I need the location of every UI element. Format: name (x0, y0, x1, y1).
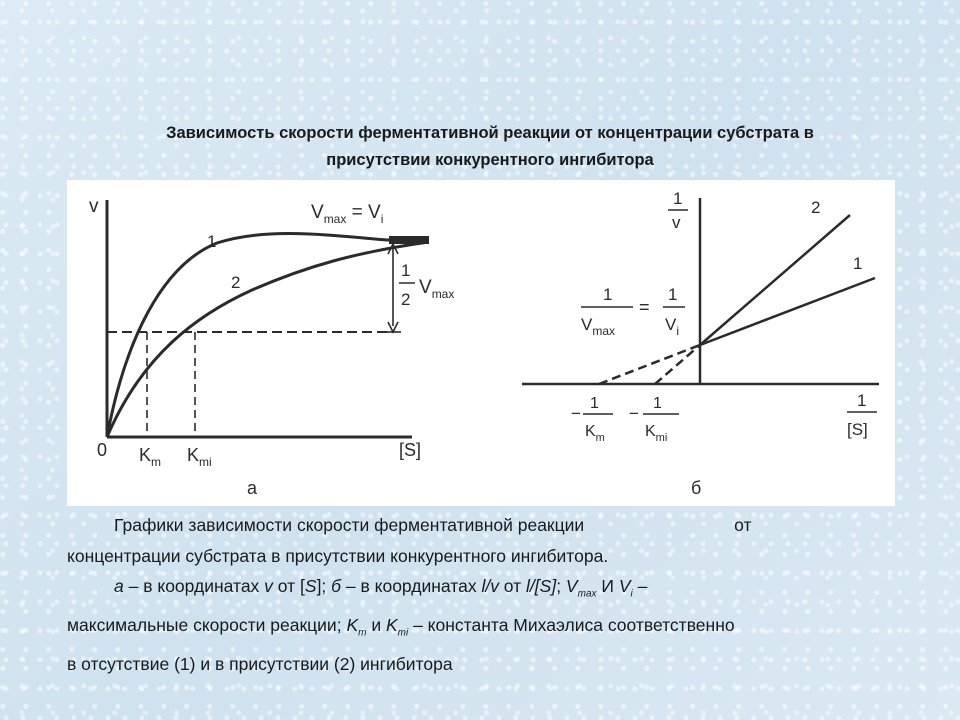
panel-a-origin: 0 (97, 440, 108, 460)
figure-panel (67, 180, 895, 506)
panel-b-neg-km-num: 1 (590, 395, 599, 412)
panel-b-equals: = (639, 297, 650, 317)
panel-b-line1-label: 1 (853, 254, 863, 273)
figure-svg (67, 180, 895, 506)
caption-line-3: а – в координатах v от [S]; б – в координатах l/v от l/[S]; $V_{max}$ И $V_i$ – (114, 576, 648, 600)
figure-caption (67, 510, 907, 680)
panel-a-half-num: 1 (401, 261, 411, 280)
panel-a-curve2-label: 2 (231, 273, 241, 292)
panel-b-neg-km-den: $K_m$ (585, 423, 605, 444)
caption-text: Графики зависимости скорости ферментативной реакции (114, 515, 585, 535)
panel-b-neg-km-minus: − (571, 404, 581, 423)
panel-b-neg-kmi-minus: − (629, 404, 639, 423)
caption-line-1 (67, 510, 907, 541)
panel-a-curve-1 (107, 234, 429, 437)
panel-a-vmax-label: $V_{max} = V_i$ (311, 202, 384, 226)
panel-b-neg-kmi-num: 1 (653, 395, 662, 412)
title-line-1: Зависимость скорости ферментативной реакции от концентрации субстрата в (166, 124, 814, 142)
panel-a-letter: а (247, 478, 258, 498)
caption-line-2: концентрации субстрата в присутствии конкурентного ингибитора. (67, 545, 609, 566)
panel-b-line-1-solid (700, 278, 875, 345)
panel-b-y-den: v (672, 213, 681, 232)
slide-title (60, 120, 920, 174)
panel-b-int-right-num: 1 (668, 285, 678, 304)
panel-a-half-den: 2 (401, 290, 411, 309)
panel-b-y-num: 1 (673, 189, 683, 208)
panel-b-line-2-solid (700, 215, 850, 345)
caption-line-5: в отсутствие (1) и в присутствии (2) ингибитора (67, 654, 453, 674)
panel-b-letter: б (691, 478, 702, 498)
panel-b-int-left-num: 1 (603, 285, 613, 304)
panel-a-half-vmax: $V_{max}$ (419, 277, 455, 301)
panel-a (107, 200, 429, 437)
panel-a-y-label: v (89, 196, 99, 217)
panel-b-int-right-den: $V_i$ (665, 315, 680, 338)
title-line-2: присутствии конкурентного ингибитора (326, 151, 654, 169)
panel-b-x-num: 1 (857, 391, 867, 410)
panel-b-line-1-dashed (599, 345, 700, 384)
panel-a-kmi: $K_{mi}$ (187, 445, 212, 469)
panel-a-curve-2 (107, 242, 429, 437)
panel-b-line-2-dashed (655, 345, 700, 384)
caption-line-4: максимальные скорости реакции; $K_m$ и $K_{mi}$ – константа Михаэлиса соответственно (67, 615, 735, 639)
panel-a-km: $K_m$ (139, 445, 162, 469)
panel-a-x-label: [S] (399, 440, 422, 460)
panel-b-x-den: [S] (847, 420, 868, 439)
panel-b-int-left-den: $V_{max}$ (581, 315, 616, 338)
caption-text: от (734, 515, 752, 535)
panel-b-line2-label: 2 (811, 198, 821, 217)
panel-b-labels (571, 189, 877, 498)
panel-b (522, 198, 879, 384)
panel-b-neg-kmi-den: $K_{mi}$ (645, 423, 668, 444)
panel-a-curve1-label: 1 (207, 232, 217, 251)
